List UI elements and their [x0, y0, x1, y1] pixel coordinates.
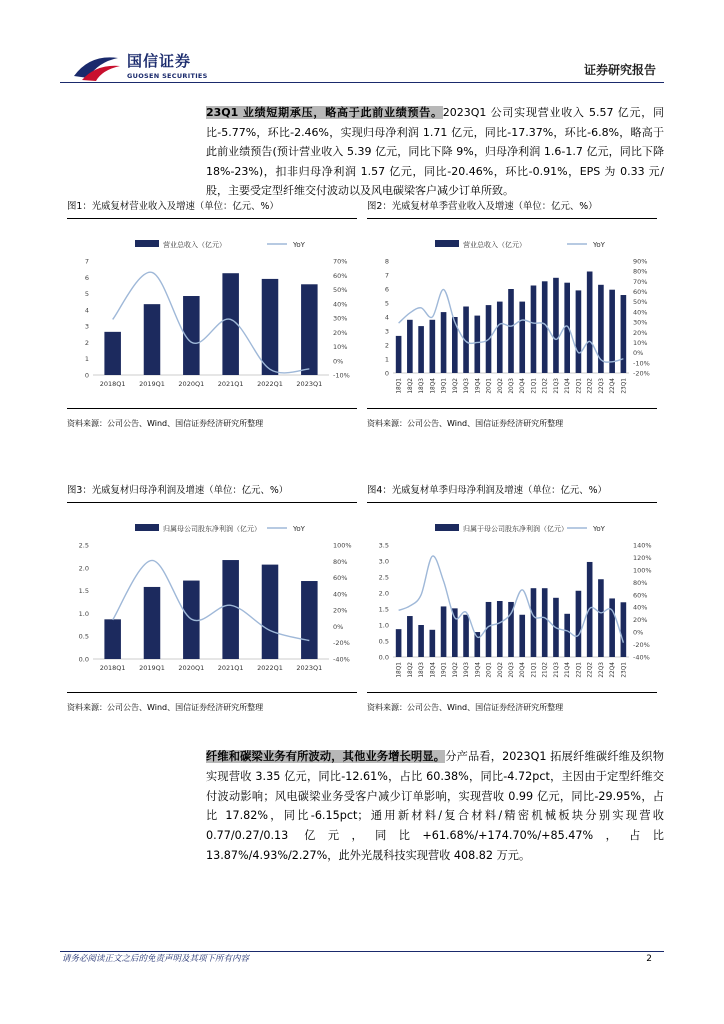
y2-tick-label: 20% — [333, 328, 348, 337]
summary-highlight: 23Q1 业绩短期承压，略高于此前业绩预告。 — [206, 106, 443, 119]
figure-2 — [367, 200, 657, 428]
y2-tick-label: 80% — [633, 578, 648, 587]
data-bar — [441, 312, 447, 373]
x-tick-label: 19Q2 — [452, 662, 459, 678]
y-tick-label: 0.5 — [78, 632, 89, 641]
legend-label-line: YoY — [593, 241, 605, 249]
x-tick-label: 20Q1 — [486, 378, 493, 394]
x-tick-label: 21Q2 — [542, 378, 549, 394]
y2-tick-label: 90% — [633, 257, 648, 266]
x-tick-label: 2021Q1 — [217, 380, 244, 388]
data-bar — [576, 290, 582, 373]
figure-source: 资料来源：公司公告、Wind、国信证券经济研究所整理 — [67, 408, 357, 429]
data-bar — [621, 295, 627, 373]
figure-3 — [67, 484, 357, 712]
legend-label-line: YoY — [293, 525, 305, 533]
chart-legend — [435, 524, 606, 533]
figure-title: 图2：光威复材单季营业收入及增速（单位：亿元、%） — [367, 200, 657, 219]
y2-tick-label: 60% — [333, 271, 348, 280]
y-tick-label: 3.5 — [378, 541, 389, 550]
data-bar — [407, 320, 413, 373]
report-type-label: 证券研究报告 — [583, 63, 656, 77]
x-tick-label: 2019Q1 — [139, 664, 165, 672]
y-tick-label: 7 — [384, 271, 389, 280]
data-bar — [609, 290, 615, 373]
guosen-logo-icon — [72, 50, 122, 82]
y2-tick-label: 60% — [333, 574, 348, 583]
x-tick-label: 19Q3 — [464, 662, 471, 678]
y2-tick-label: 40% — [333, 300, 348, 309]
y2-tick-label: 120% — [633, 553, 652, 562]
y-tick-label: 0.0 — [378, 653, 389, 662]
y-tick-label: 1.5 — [78, 587, 89, 596]
data-bar — [418, 625, 424, 657]
y-tick-label: 5 — [384, 299, 389, 308]
figure-1-chart — [67, 219, 357, 407]
x-tick-label: 18Q1 — [396, 378, 403, 394]
x-tick-label: 21Q3 — [553, 662, 560, 678]
x-tick-label: 19Q3 — [464, 378, 471, 394]
x-tick-label: 20Q4 — [520, 378, 527, 394]
x-tick-label: 21Q3 — [553, 378, 560, 394]
y2-tick-label: 10% — [633, 338, 648, 347]
figure-source: 资料来源：公司公告、Wind、国信证券经济研究所整理 — [67, 692, 357, 713]
y2-tick-label: 70% — [633, 277, 648, 286]
data-bar — [519, 615, 525, 657]
y2-tick-label: 50% — [333, 286, 348, 294]
x-tick-label: 20Q2 — [497, 378, 504, 394]
y-tick-label: 1.0 — [378, 621, 389, 630]
y2-tick-label: 0% — [333, 357, 344, 366]
x-tick-label: 2023Q1 — [296, 380, 323, 388]
y2-tick-label: 40% — [333, 590, 348, 599]
x-tick-label: 20Q3 — [509, 378, 515, 394]
chart-legend — [435, 240, 606, 249]
figure-4-chart — [367, 503, 657, 691]
x-tick-label: 22Q1 — [576, 378, 583, 394]
x-tick-label: 19Q1 — [441, 378, 448, 394]
figure-3-chart — [67, 503, 357, 691]
x-tick-label: 19Q2 — [452, 378, 459, 394]
y2-tick-label: 40% — [633, 603, 648, 612]
y-tick-label: 8 — [384, 257, 389, 266]
data-bar — [609, 598, 615, 657]
data-bar — [430, 630, 436, 657]
y2-tick-label: -40% — [333, 655, 350, 664]
summary-paragraph — [206, 103, 664, 201]
x-tick-label: 19Q4 — [475, 662, 482, 678]
y-tick-label: 7 — [84, 257, 89, 266]
y2-tick-label: 20% — [633, 328, 648, 337]
footer-disclaimer: 请务必阅读正文之后的免责声明及其项下所有内容 — [62, 954, 250, 964]
legend-label-line: YoY — [593, 525, 605, 533]
data-bar — [598, 579, 604, 657]
y2-tick-label: -20% — [633, 369, 650, 378]
x-tick-label: 2023Q1 — [296, 664, 323, 672]
x-tick-label: 18Q1 — [396, 662, 403, 678]
x-tick-label: 2019Q1 — [139, 380, 165, 388]
y2-tick-label: 0% — [633, 628, 644, 637]
x-tick-label: 21Q1 — [531, 378, 538, 394]
y2-tick-label: 30% — [333, 314, 348, 323]
segment-paragraph — [206, 747, 664, 866]
y2-tick-label: -20% — [333, 639, 350, 648]
data-bar — [621, 602, 627, 657]
legend-label-bar: 归属于母公司股东净利润（亿元） — [463, 525, 568, 533]
x-tick-label: 21Q4 — [565, 378, 572, 394]
y-tick-label: 2 — [84, 338, 89, 347]
x-tick-label: 18Q3 — [419, 662, 426, 678]
data-bar — [407, 616, 413, 657]
legend-label-bar: 营业总收入（亿元） — [463, 241, 526, 249]
data-bar — [553, 278, 559, 373]
y2-tick-label: 0% — [333, 622, 344, 631]
x-tick-label: 20Q3 — [509, 662, 515, 678]
y-tick-label: 2.5 — [78, 541, 89, 550]
y-tick-label: 2.0 — [78, 564, 89, 573]
x-tick-label: 19Q4 — [475, 378, 482, 394]
data-bar — [441, 606, 447, 657]
data-bar — [576, 591, 582, 657]
data-bar — [418, 326, 424, 373]
x-tick-label: 18Q2 — [407, 378, 414, 394]
figure-source: 资料来源：公司公告、Wind、国信证券经济研究所整理 — [367, 408, 657, 429]
y-tick-label: 0.0 — [78, 655, 89, 664]
data-bar — [396, 629, 402, 657]
y-tick-label: 1.5 — [378, 605, 389, 614]
y2-tick-label: 30% — [633, 318, 648, 327]
y-tick-label: 4 — [84, 306, 89, 315]
data-bar — [452, 608, 458, 657]
legend-swatch-bar — [135, 240, 159, 247]
data-bar — [587, 272, 593, 374]
page-number: 2 — [646, 954, 652, 964]
legend-label-bar: 营业总收入（亿元） — [163, 241, 226, 249]
y2-tick-label: 100% — [333, 541, 352, 550]
yoy-line — [113, 560, 310, 640]
y2-tick-label: 20% — [633, 616, 648, 625]
x-tick-label: 2018Q1 — [99, 380, 126, 388]
data-bar — [104, 619, 121, 659]
y-tick-label: 3.0 — [378, 557, 389, 566]
segment-body: 分产品看，2023Q1 拓展纤维碳纤维及织物实现营收 3.35 亿元，同比-12.61%，占比 60.38%，同比-4.72pct，主因由于定型纤维交付波动影响；风电碳梁业务受客户减少订单影响，实现营收 0.99 亿元，同比-29.95%，占比 17.82%，同比-6.15pct；通用新材料/复合材料/精密机械板块分别实现营收 0.77/0.27/0.13 亿元，同比+61.68%/+174.70%/+85.47%，占比 13.87%/4.93%/2.27%，此外光晟科技实现营收 408.82 万元。 — [206, 750, 664, 862]
data-bar — [497, 601, 503, 657]
y-tick-label: 6 — [384, 285, 389, 294]
y-tick-label: 0 — [384, 369, 389, 378]
y2-tick-label: 100% — [633, 566, 652, 575]
data-bar — [222, 560, 239, 659]
x-tick-label: 18Q3 — [419, 378, 426, 394]
figure-title: 图1：光威复材营业收入及增速（单位：亿元、%） — [67, 200, 357, 219]
x-tick-label: 22Q2 — [587, 662, 594, 678]
x-tick-label: 23Q1 — [621, 378, 628, 394]
data-bar — [430, 320, 436, 373]
data-bar — [262, 279, 279, 375]
y2-tick-label: 60% — [633, 288, 648, 297]
header-divider — [60, 82, 664, 83]
chart-legend — [135, 240, 306, 249]
y-tick-label: 6 — [84, 273, 89, 282]
x-tick-label: 19Q1 — [441, 662, 448, 678]
data-bar — [564, 614, 570, 657]
y-tick-label: 1.0 — [78, 609, 89, 618]
x-tick-label: 2020Q1 — [178, 380, 205, 388]
y2-tick-label: -10% — [633, 359, 650, 368]
y-tick-label: 1 — [84, 355, 89, 364]
data-bar — [497, 302, 503, 373]
x-tick-label: 22Q3 — [598, 378, 605, 394]
y-tick-label: 3 — [84, 322, 89, 331]
y2-tick-label: 80% — [333, 557, 348, 566]
legend-label-bar: 归属母公司股东净利润（亿元） — [163, 525, 261, 533]
figure-1 — [67, 200, 357, 428]
data-bar — [262, 565, 279, 659]
figure-title: 图4：光威复材单季归母净利润及增速（单位：亿元、%） — [367, 484, 657, 503]
data-bar — [531, 588, 537, 657]
data-bar — [474, 632, 480, 657]
y2-tick-label: -10% — [333, 371, 350, 380]
data-bar — [508, 289, 514, 373]
x-tick-label: 22Q4 — [610, 378, 617, 394]
chart-legend — [135, 524, 306, 533]
y2-tick-label: -20% — [633, 641, 650, 650]
y-tick-label: 5 — [84, 290, 89, 299]
x-tick-label: 2021Q1 — [217, 664, 244, 672]
data-bar — [519, 302, 525, 373]
y-tick-label: 2 — [384, 341, 389, 350]
data-bar — [463, 615, 469, 657]
x-tick-label: 2018Q1 — [99, 664, 126, 672]
y-tick-label: 4 — [384, 313, 389, 322]
figure-2-chart — [367, 219, 657, 407]
legend-label-line: YoY — [293, 241, 305, 249]
page-header — [0, 0, 724, 86]
y2-tick-label: -40% — [633, 653, 650, 662]
data-bar — [301, 284, 318, 375]
data-bar — [301, 581, 318, 659]
x-tick-label: 22Q3 — [598, 662, 605, 678]
y2-tick-label: 20% — [333, 606, 348, 615]
x-tick-label: 20Q1 — [486, 662, 493, 678]
y2-tick-label: 80% — [633, 267, 648, 276]
legend-swatch-bar — [135, 524, 159, 531]
y2-tick-label: 70% — [333, 257, 348, 266]
data-bar — [474, 316, 480, 373]
y-tick-label: 2.0 — [378, 589, 389, 598]
y-tick-label: 1 — [384, 355, 389, 364]
x-tick-label: 2022Q1 — [257, 380, 283, 388]
data-bar — [144, 304, 161, 375]
figure-title: 图3：光威复材归母净利润及增速（单位：亿元、%） — [67, 484, 357, 503]
x-tick-label: 2020Q1 — [178, 664, 205, 672]
y-tick-label: 2.5 — [378, 573, 389, 582]
y2-tick-label: 40% — [633, 308, 648, 317]
data-bar — [144, 587, 161, 659]
y2-tick-label: 60% — [633, 591, 648, 600]
summary-body: 2023Q1 公司实现营业收入 5.57 亿元，同比-5.77%，环比-2.46%，实现归母净利润 1.71 亿元，同比-17.37%，环比-6.8%，略高于此前业绩预告(预计营业收入 5.39 亿元，同比下降 9%，归母净利润 1.6-1.7 亿元，同比下降 18%-23%)，扣非归母净利润 1.57 亿元，同比-20.46%，环比-0.91%，EPS 为 0.33 元/股，主要受定型纤维交付波动以及风电碳梁客户减少订单所致。 — [206, 106, 664, 197]
x-tick-label: 21Q1 — [531, 662, 538, 678]
x-tick-label: 18Q4 — [430, 378, 437, 394]
x-tick-label: 20Q2 — [497, 662, 504, 678]
data-bar — [396, 336, 402, 373]
legend-swatch-bar — [435, 240, 459, 247]
brand-name-en: GUOSEN SECURITIES — [127, 72, 208, 80]
figure-source: 资料来源：公司公告、Wind、国信证券经济研究所整理 — [367, 692, 657, 713]
segment-highlight: 纤维和碳梁业务有所波动，其他业务增长明显。 — [206, 750, 446, 763]
y2-tick-label: 0% — [633, 349, 644, 358]
yoy-line — [113, 272, 310, 373]
y-tick-label: 0 — [84, 371, 89, 380]
y2-tick-label: 10% — [333, 343, 348, 351]
x-tick-label: 22Q2 — [587, 378, 594, 394]
data-bar — [542, 588, 548, 657]
x-tick-label: 22Q1 — [576, 662, 583, 678]
x-tick-label: 23Q1 — [621, 662, 628, 678]
figure-4 — [367, 484, 657, 712]
y2-tick-label: 140% — [633, 541, 652, 550]
legend-swatch-bar — [435, 524, 459, 531]
x-tick-label: 22Q4 — [610, 662, 617, 678]
x-tick-label: 21Q2 — [542, 662, 549, 678]
x-tick-label: 21Q4 — [565, 662, 572, 678]
data-bar — [531, 286, 537, 374]
y-tick-label: 3 — [384, 327, 389, 336]
y-tick-label: 0.5 — [378, 637, 389, 646]
brand-name-cn: 国信证券 — [127, 52, 192, 70]
x-tick-label: 18Q4 — [430, 662, 437, 678]
x-tick-label: 2022Q1 — [257, 664, 283, 672]
x-tick-label: 20Q4 — [520, 662, 527, 678]
data-bar — [104, 332, 121, 375]
y2-tick-label: 50% — [633, 298, 648, 307]
x-tick-label: 18Q2 — [407, 662, 414, 678]
